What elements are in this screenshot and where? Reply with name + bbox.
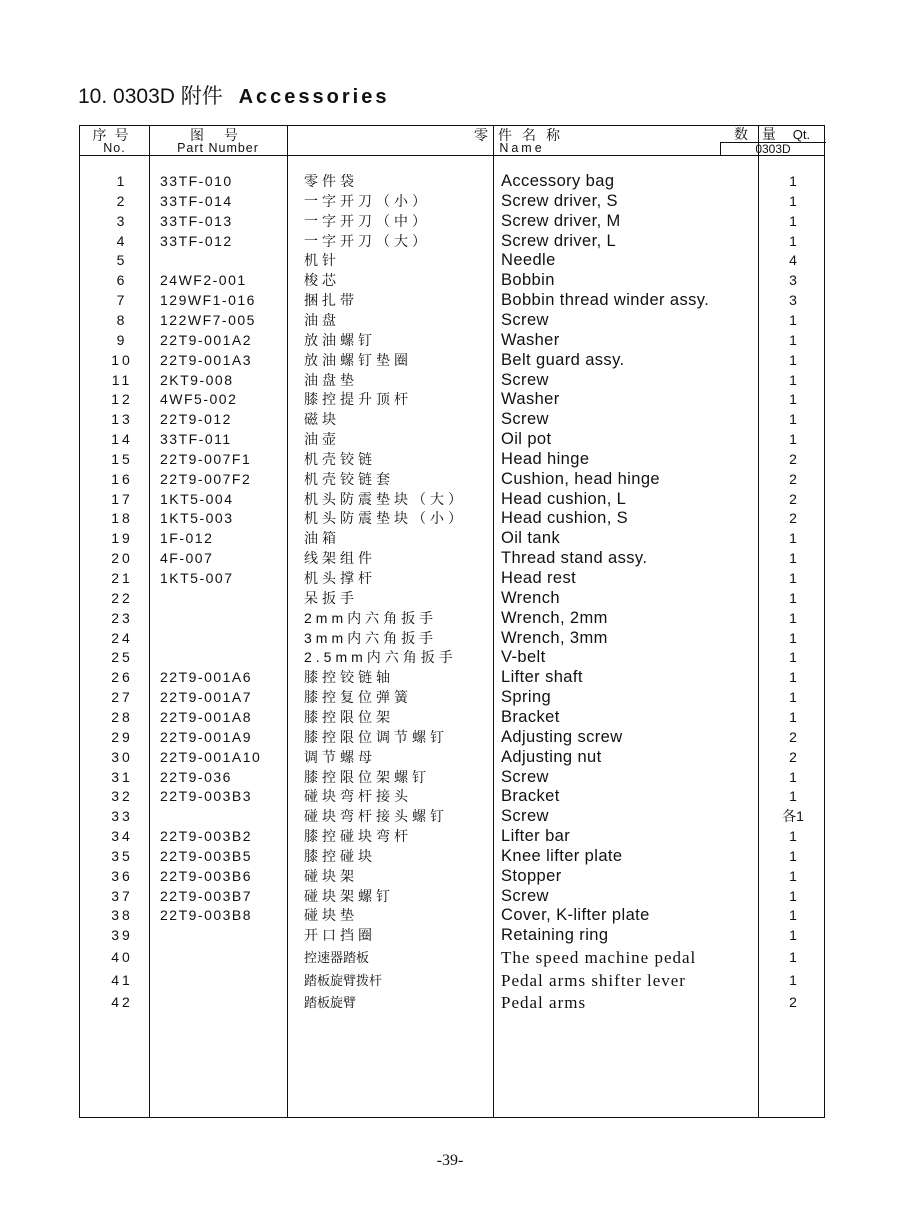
- table-row: [80, 807, 826, 827]
- quantity: 1: [789, 609, 797, 626]
- table-row: [80, 549, 826, 569]
- name-zh: 膝控限位架螺钉: [304, 768, 430, 785]
- name-en: The speed machine pedal: [501, 948, 697, 968]
- name-en: Thread stand assy.: [501, 549, 648, 568]
- part-number: 33TF-012: [160, 232, 233, 249]
- quantity: 2: [789, 994, 797, 1011]
- part-number: 22T9-003B5: [160, 847, 253, 864]
- part-number: 22T9-007F2: [160, 470, 252, 487]
- row-number: 5: [116, 252, 128, 269]
- quantity: 2: [789, 728, 797, 745]
- name-zh: 磁块: [304, 411, 340, 428]
- table-row: [80, 648, 826, 668]
- name-zh: 碰块架: [304, 867, 358, 884]
- name-zh: 捆扎带: [304, 292, 358, 309]
- table-row: [80, 589, 826, 609]
- name-zh: 机头防震垫块（小）: [304, 510, 466, 527]
- quantity: 1: [789, 589, 797, 606]
- name-en: Knee lifter plate: [501, 846, 623, 865]
- name-en: Lifter bar: [501, 827, 571, 846]
- header-qty-zh: 数 量: [734, 126, 781, 142]
- quantity: 2: [789, 450, 797, 467]
- table-row: [80, 993, 826, 1013]
- part-number: 22T9-001A10: [160, 748, 262, 765]
- quantity: 1: [789, 391, 797, 408]
- table-row: [80, 291, 826, 311]
- row-number: 33: [111, 808, 133, 825]
- quantity: 1: [789, 689, 797, 706]
- table-row: [80, 906, 826, 926]
- part-number: 22T9-003B7: [160, 887, 253, 904]
- part-number: 24WF2-001: [160, 272, 247, 289]
- title-zh: 附件: [180, 85, 223, 108]
- table-row: [80, 688, 826, 708]
- name-en: Pedal arms: [501, 993, 587, 1013]
- name-zh: 呆扳手: [304, 589, 358, 606]
- header-no-zh: 序号: [92, 127, 137, 143]
- quantity: 1: [789, 649, 797, 666]
- name-en: Cover, K-lifter plate: [501, 906, 650, 925]
- row-number: 25: [111, 649, 133, 666]
- part-number: 33TF-013: [160, 212, 233, 229]
- divider: [80, 155, 824, 156]
- table-row: [80, 787, 826, 807]
- row-number: 21: [111, 570, 133, 586]
- name-en: Screw driver, M: [501, 211, 621, 230]
- table-row: [80, 490, 826, 510]
- quantity: 1: [789, 949, 797, 966]
- quantity: 3: [789, 272, 797, 289]
- name-zh: 梭芯: [304, 272, 340, 289]
- quantity: 2: [789, 748, 797, 765]
- section-number: 10. 0303D: [78, 85, 175, 108]
- quantity: 3: [789, 292, 797, 309]
- part-number: 4WF5-002: [160, 391, 238, 408]
- name-en: Washer: [501, 330, 560, 349]
- row-number: 23: [111, 609, 133, 626]
- name-en: Adjusting screw: [501, 727, 623, 746]
- quantity: 1: [789, 971, 797, 988]
- header-qty-en: Qt.: [792, 127, 811, 142]
- row-number: 30: [111, 748, 133, 765]
- table-row: [80, 351, 826, 371]
- part-number: 22T9-001A8: [160, 708, 253, 725]
- name-en: Spring: [501, 688, 552, 707]
- row-number: 40: [111, 949, 133, 966]
- name-en: Screw: [501, 767, 549, 786]
- header-name-en: Name: [499, 141, 545, 155]
- name-zh: 机头撑杆: [304, 570, 376, 586]
- quantity: 1: [789, 768, 797, 785]
- name-en: Screw: [501, 886, 549, 905]
- quantity: 1: [789, 192, 797, 209]
- row-number: 4: [116, 232, 128, 249]
- quantity: 2: [789, 470, 797, 487]
- part-number: 1KT5-003: [160, 510, 234, 527]
- header-qty-model: 0303D: [755, 142, 791, 156]
- row-number: 14: [111, 431, 133, 448]
- row-number: 6: [116, 272, 128, 289]
- header-part-zh: 图 号: [190, 127, 246, 143]
- row-number: 2: [116, 192, 128, 209]
- header-no: [80, 129, 149, 155]
- name-zh: 调节螺母: [304, 748, 376, 765]
- quantity: 1: [789, 232, 797, 249]
- part-number: 22T9-012: [160, 411, 232, 428]
- name-en: Bobbin thread winder assy.: [501, 291, 710, 310]
- row-number: 7: [116, 292, 128, 309]
- table-row: [80, 271, 826, 291]
- name-en: Wrench: [501, 588, 560, 607]
- table-row: [80, 827, 826, 847]
- quantity: 2: [789, 510, 797, 527]
- table-row: [80, 867, 826, 887]
- row-number: 20: [111, 550, 133, 567]
- quantity: 1: [789, 788, 797, 805]
- header-qty: [720, 128, 826, 141]
- name-en: Head hinge: [501, 449, 590, 468]
- quantity: 2: [789, 490, 797, 507]
- name-zh: 膝控铰链轴: [304, 669, 394, 686]
- name-en: Pedal arms shifter lever: [501, 970, 686, 990]
- part-number: 22T9-001A9: [160, 728, 253, 745]
- quantity: 1: [789, 331, 797, 348]
- header-part-number: [149, 129, 287, 155]
- name-en: Head cushion, S: [501, 509, 629, 528]
- parts-table: [79, 125, 825, 1118]
- name-en: Bracket: [501, 707, 560, 726]
- row-number: 11: [111, 371, 133, 388]
- quantity: 1: [789, 351, 797, 368]
- part-number: 1F-012: [160, 530, 214, 547]
- part-number: 33TF-010: [160, 173, 233, 189]
- part-number: 129WF1-016: [160, 292, 256, 309]
- name-en: Accessory bag: [501, 172, 615, 190]
- quantity: 1: [789, 371, 797, 388]
- table-row: [80, 768, 826, 788]
- part-number: 2KT9-008: [160, 371, 234, 388]
- table-row: [80, 971, 826, 991]
- row-number: 19: [111, 530, 133, 547]
- name-zh: 踏板旋臂拨杆: [304, 972, 383, 988]
- row-number: 10: [111, 351, 133, 368]
- name-zh: 线架组件: [304, 550, 376, 567]
- row-number: 41: [111, 971, 133, 988]
- name-zh: 一字开刀（中）: [304, 212, 430, 229]
- row-number: 28: [111, 708, 133, 725]
- page-number: -39-: [436, 1152, 464, 1169]
- name-en: Cushion, head hinge: [501, 469, 660, 488]
- part-number: 33TF-011: [160, 431, 232, 448]
- quantity: 各1: [782, 808, 804, 825]
- part-number: 22T9-003B6: [160, 867, 253, 884]
- table-row: [80, 948, 826, 968]
- header-no-en: No.: [103, 141, 126, 155]
- name-zh: 膝控碰块弯杆: [304, 828, 412, 845]
- table-row: [80, 212, 826, 232]
- name-en: Head cushion, L: [501, 489, 627, 508]
- name-zh: 油盘: [304, 311, 340, 328]
- table-row: [80, 172, 826, 192]
- quantity: 1: [789, 907, 797, 924]
- quantity: 1: [789, 847, 797, 864]
- name-en: Lifter shaft: [501, 668, 583, 687]
- row-number: 31: [111, 768, 133, 785]
- name-zh: 油箱: [304, 530, 340, 547]
- table-row: [80, 569, 826, 589]
- name-zh: 膝控限位调节螺钉: [304, 728, 448, 745]
- part-number: 122WF7-005: [160, 311, 256, 328]
- quantity: 1: [789, 431, 797, 448]
- table-row: [80, 708, 826, 728]
- name-en: Screw driver, S: [501, 191, 618, 210]
- table-row: [80, 331, 826, 351]
- name-zh: 2mm内六角扳手: [304, 609, 438, 626]
- row-number: 9: [116, 331, 128, 348]
- table-row: [80, 251, 826, 271]
- table-row: [80, 728, 826, 748]
- name-en: Oil tank: [501, 529, 561, 548]
- quantity: 1: [789, 669, 797, 686]
- name-en: Head rest: [501, 569, 577, 587]
- name-zh: 2.5mm内六角扳手: [304, 649, 457, 666]
- table-row: [80, 430, 826, 450]
- name-en: Wrench, 3mm: [501, 628, 608, 647]
- name-zh: 开口挡圈: [304, 927, 376, 944]
- table-row: [80, 748, 826, 768]
- row-number: 16: [111, 470, 133, 487]
- row-number: 22: [111, 589, 133, 606]
- quantity: 1: [789, 708, 797, 725]
- row-number: 3: [116, 212, 128, 229]
- name-zh: 碰块垫: [304, 907, 358, 924]
- quantity: 1: [789, 212, 797, 229]
- row-number: 39: [111, 927, 133, 944]
- row-number: 8: [116, 311, 128, 328]
- name-en: V-belt: [501, 648, 546, 667]
- name-en: Screw: [501, 410, 549, 429]
- row-number: 32: [111, 788, 133, 805]
- name-zh: 机壳铰链: [304, 450, 376, 467]
- table-row: [80, 410, 826, 430]
- table-row: [80, 629, 826, 649]
- row-number: 42: [111, 994, 133, 1011]
- part-number: 22T9-003B3: [160, 788, 253, 805]
- name-zh: 膝控碰块: [304, 847, 376, 864]
- name-en: Belt guard assy.: [501, 350, 625, 369]
- quantity: 1: [789, 550, 797, 567]
- name-en: Stopper: [501, 866, 562, 885]
- row-number: 24: [111, 629, 133, 646]
- header-name: [287, 129, 757, 155]
- row-number: 27: [111, 689, 133, 706]
- part-number: 22T9-003B8: [160, 907, 253, 924]
- row-number: 35: [111, 847, 133, 864]
- quantity: 4: [789, 252, 797, 269]
- name-en: Retaining ring: [501, 926, 609, 945]
- quantity: 1: [789, 570, 797, 586]
- name-zh: 油壶: [304, 431, 340, 448]
- name-zh: 机头防震垫块（大）: [304, 490, 466, 507]
- name-zh: 零件袋: [304, 173, 358, 189]
- name-zh: 一字开刀（小）: [304, 192, 430, 209]
- table-row: [80, 371, 826, 391]
- quantity: 1: [789, 887, 797, 904]
- table-row: [80, 192, 826, 212]
- name-zh: 碰块弯杆接头螺钉: [304, 808, 448, 825]
- name-en: Needle: [501, 251, 556, 270]
- name-en: Washer: [501, 390, 560, 409]
- table-row: [80, 668, 826, 688]
- table-row: [80, 470, 826, 490]
- row-number: 29: [111, 728, 133, 745]
- part-number: 22T9-001A2: [160, 331, 253, 348]
- name-en: Bobbin: [501, 271, 555, 290]
- name-zh: 机针: [304, 252, 340, 269]
- name-en: Screw: [501, 370, 549, 389]
- part-number: 22T9-001A7: [160, 689, 253, 706]
- row-number: 36: [111, 867, 133, 884]
- table-row: [80, 311, 826, 331]
- quantity: 1: [789, 828, 797, 845]
- row-number: 34: [111, 828, 133, 845]
- part-number: 33TF-014: [160, 192, 233, 209]
- table-row: [80, 232, 826, 252]
- name-zh: 膝控复位弹簧: [304, 689, 412, 706]
- header-part-en: Part Number: [177, 141, 259, 155]
- name-zh: 机壳铰链套: [304, 470, 394, 487]
- name-en: Screw: [501, 310, 549, 329]
- table-row: [80, 887, 826, 907]
- name-zh: 一字开刀（大）: [304, 232, 430, 249]
- quantity: 1: [789, 411, 797, 428]
- quantity: 1: [789, 629, 797, 646]
- table-row: [80, 609, 826, 629]
- name-zh: 膝控提升顶杆: [304, 391, 412, 408]
- row-number: 15: [111, 450, 133, 467]
- table-row: [80, 847, 826, 867]
- table-row: [80, 450, 826, 470]
- row-number: 38: [111, 907, 133, 924]
- name-zh: 控速器踏板: [304, 950, 370, 966]
- quantity: 1: [789, 927, 797, 944]
- row-number: 17: [111, 490, 133, 507]
- row-number: 1: [116, 173, 128, 189]
- row-number: 12: [111, 391, 133, 408]
- name-zh: 油盘垫: [304, 371, 358, 388]
- part-number: 22T9-001A6: [160, 669, 253, 686]
- name-en: Bracket: [501, 787, 560, 806]
- part-number: 1KT5-004: [160, 490, 234, 507]
- part-number: 22T9-003B2: [160, 828, 253, 845]
- header-name-zh: 零件名称: [474, 127, 570, 143]
- quantity: 1: [789, 173, 797, 189]
- quantity: 1: [789, 530, 797, 547]
- name-zh: 3mm内六角扳手: [304, 629, 438, 646]
- name-zh: 放油螺钉: [304, 331, 376, 348]
- table-row: [80, 529, 826, 549]
- row-number: 13: [111, 411, 133, 428]
- part-number: 22T9-036: [160, 768, 232, 785]
- part-number: 1KT5-007: [160, 570, 234, 586]
- table-row: [80, 509, 826, 529]
- name-en: Oil pot: [501, 430, 552, 449]
- name-zh: 膝控限位架: [304, 708, 394, 725]
- name-en: Wrench, 2mm: [501, 608, 608, 627]
- row-number: 37: [111, 887, 133, 904]
- name-en: Adjusting nut: [501, 747, 602, 766]
- name-zh: 碰块弯杆接头: [304, 788, 412, 805]
- page-title: [78, 80, 389, 110]
- name-zh: 放油螺钉垫圈: [304, 351, 412, 368]
- name-en: Screw: [501, 807, 549, 826]
- name-zh: 踏板旋臂: [304, 995, 357, 1011]
- row-number: 18: [111, 510, 133, 527]
- part-number: 22T9-001A3: [160, 351, 253, 368]
- table-row: [80, 926, 826, 946]
- table-row: [80, 390, 826, 410]
- name-en: Screw driver, L: [501, 231, 617, 250]
- row-number: 26: [111, 669, 133, 686]
- title-en: Accessories: [238, 86, 390, 108]
- part-number: 4F-007: [160, 550, 214, 567]
- quantity: 1: [789, 311, 797, 328]
- name-zh: 碰块架螺钉: [304, 887, 394, 904]
- quantity: 1: [789, 867, 797, 884]
- part-number: 22T9-007F1: [160, 450, 252, 467]
